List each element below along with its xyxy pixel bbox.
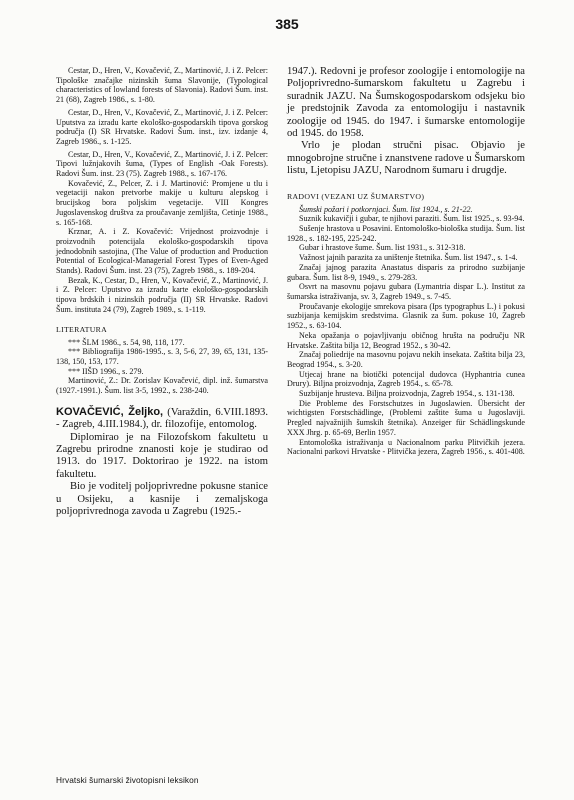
biography-entry bbox=[56, 406, 268, 519]
work-item: Neka opažanja o pojavljivanju običnog hrušta na području NR Hrvatske. Zaštita bilja 12, Beograd 1952., s 30-42. bbox=[287, 330, 525, 350]
biography-paragraph: 1947.). Redovni je profesor zoologije i entomologije na Poljoprivredno-šumarskom fakultetu u Zagrebu i suradnik JAZU. Na Šumskogospodarskom odsjeku bio je predstojnik Zavoda za entomologiju i nastavnik zoologije od 1945. do 1947. i šumarske entomologije od 1945. do 1958. bbox=[287, 66, 525, 140]
biography-continued bbox=[287, 66, 525, 178]
work-item: Osvrt na masovnu pojavu gubara (Lymantria dispar L.). Institut za šumarska istraživanja, sv. 3, Zagreb 1949., s. 7-45. bbox=[287, 282, 525, 301]
works-list bbox=[287, 205, 525, 457]
work-item: Suznik kukavičji i gubar, te njihovi paraziti. Šum. list 1925., s. 93-94. bbox=[299, 214, 525, 224]
biography-paragraph: Vrlo je plodan stručni pisac. Objavio je mnogobrojne stručne i znanstvene radove u Šumarskom listu, Ljetopisu JAZU, Narodnom šumaru i drugdje. bbox=[287, 140, 525, 177]
literatura-item: Martinović, Z.: Dr. Zorislav Kovačević, dipl. inž. šumarstva (1927.-1991.). Šum. list 3-5, 1992., s. 238-240. bbox=[56, 376, 268, 396]
right-column bbox=[287, 66, 525, 457]
biography-intro bbox=[56, 406, 268, 432]
work-item: Utjecaj hrane na biotički potencijal dudovca (Hyphantria cunea Drury). Biljna proizvodnja, Zagreb 1954., s. 65-78. bbox=[287, 369, 525, 389]
references-list bbox=[56, 66, 268, 315]
page-footer: Hrvatski šumarski životopisni leksikon bbox=[56, 775, 199, 785]
work-item: Šumski požari i potkornjaci. Šum. list 1924., s. 21-22. bbox=[299, 204, 473, 214]
reference-item: Cestar, D., Hren, V., Kovačević, Z., Martinović, J. i Z. Pelcer: Tipovi lužnjakovih šuma, (Types of English -Oak Forests). Radovi Šum. inst. 23 (75). Zagreb 1988., s. 167-176. bbox=[56, 149, 268, 179]
work-item: Sušenje hrastova u Posavini. Entomološko-biološka studija. Šum. list 1928., s. 182-195, 225-242. bbox=[287, 224, 525, 243]
work-item: Die Probleme des Forstschutzes in Jugoslawien. Übersicht der wichtigsten Forstschädlinge, (Problemi zaštite šuma u Jugoslaviji. Pregled najvažnijih šumskih štetnika). Anzeiger für Schädlingskunde XXX Jhrg. p. 65-69, Berlin 1957. bbox=[287, 398, 525, 437]
literatura-item: *** IIŠD 1996., s. 279. bbox=[68, 366, 144, 376]
reference-item: Kovačević, Z., Pelcer, Z. i J. Martinović: Promjene u tlu i vegetaciji nakon pretvorbe makije u kulturu alepskog i brucijskog bora poljskim vegetacije. VIII Kongres Jugoslavenskog društva za proučavanje zemljišta, Cetinje 1988., s. 165-168. bbox=[56, 178, 268, 227]
work-item: Entomološka istraživanja u Nacionalnom parku Plitvičkih jezera. Nacionalni parkovi Hrvatske - Plitvička jezera, Zagreb 1956., s. 401-408. bbox=[287, 437, 525, 457]
work-item: Značaj jajnog parazita Anastatus disparis za prirodno suzbijanje gubara. Šum. list 8-9, 1949., s. 279-283. bbox=[287, 262, 525, 282]
reference-item: Bezak, K., Cestar, D., Hren, V., Kovačević, Z., Martinović, J. i Z. Pelcer: Uputstvo za izradu karte ekološko-gospodarskih tipova brdskih i nizinskih područja (II) SR Hrvatske. Radovi Šum. instituta 24 (79), Zagreb 1989., s. 1-119. bbox=[56, 275, 268, 314]
work-item: Suzbijanje hrusteva. Biljna proizvodnja, Zagreb 1954., s. 131-138. bbox=[299, 389, 515, 399]
reference-item: Cestar, D., Hren, V., Kovačević, Z., Martinović, J. i Z. Pelcer: Tipološke značajke nizinskih šuma Slavonije, (Typological characteristics of lowland forests of Slavonia). Radovi Šum. inst. 21 (68), Zagreb 1986., s. 1-80. bbox=[56, 66, 268, 105]
biography-paragraph: Bio je voditelj poljoprivredne pokusne stanice u Osijeku, a kasnije i zemaljskoga poljoprivrednoga zavoda u Zagrebu (1925.- bbox=[56, 481, 268, 518]
work-item: Gubar i hrastove šume. Šum. list 1931., s. 312-318. bbox=[299, 243, 466, 253]
biography-name: KOVAČEVIĆ, Željko, bbox=[56, 405, 164, 418]
literatura-heading: LITERATURA bbox=[56, 324, 108, 334]
left-column bbox=[56, 66, 268, 518]
work-item: Važnost jajnih parazita za uništenje štetnika. Šum. list 1947., s. 1-4. bbox=[299, 253, 518, 263]
biography-paragraph: Diplomirao je na Filozofskom fakultetu u Zagrebu prirodne znanosti koje je studirao od 1913. do 1917. Doktorirao je 1922. na istom fakultetu. bbox=[56, 431, 268, 480]
page-number: 385 bbox=[275, 16, 299, 32]
reference-item: Krznar, A. i Z. Kovačević: Vrijednost proizvodnje i proizvodnih potencijala ekološko-gospodarskih tipova jednodobnih sastojina, (The Value of production and Production Potential of Ecological-Managerial Forest Types of Even-Aged Stands). Radovi Šum. inst. 23 (75), Zagreb 1988., s. 189-204. bbox=[56, 227, 268, 276]
literatura-list bbox=[56, 338, 268, 396]
works-heading: RADOVI (VEZANI UZ ŠUMARSTVO) bbox=[287, 191, 425, 201]
literatura-item: *** Bibliografija 1986-1995., s. 3, 5-6, 27, 39, 65, 131, 135-138, 150, 153, 177. bbox=[56, 347, 268, 366]
literatura-item: *** ŠLM 1986., s. 54, 98, 118, 177. bbox=[68, 337, 185, 347]
work-item: Proučavanje ekologije smrekova pisara (Ips typographus L.) i pokusi suzbijanja kemijskim sredstvima. Glasnik za šum. pokuse 10, Zagreb 1952., s. 63-104. bbox=[287, 301, 525, 331]
reference-item: Cestar, D., Hren, V., Kovačević, Z., Martinović, J. i Z. Pelcer: Uputstva za izradu karte ekološko-gospodarskih tipova gorskog područja (I) SR Hrvatske. Radovi Šum. inst., izv. izdanje 4, Zagreb 1986., s. 1-125. bbox=[56, 107, 268, 146]
biography-dates: (Varaždin, 6.VIII.1893. - Zagreb, 4.III.1984.), dr. filozofije, entomolog. bbox=[56, 406, 268, 431]
work-item: Značaj poliedrije na masovnu pojavu nekih insekata. Zaštita bilja 23, Beograd 1954., s. 3-20. bbox=[287, 350, 525, 369]
